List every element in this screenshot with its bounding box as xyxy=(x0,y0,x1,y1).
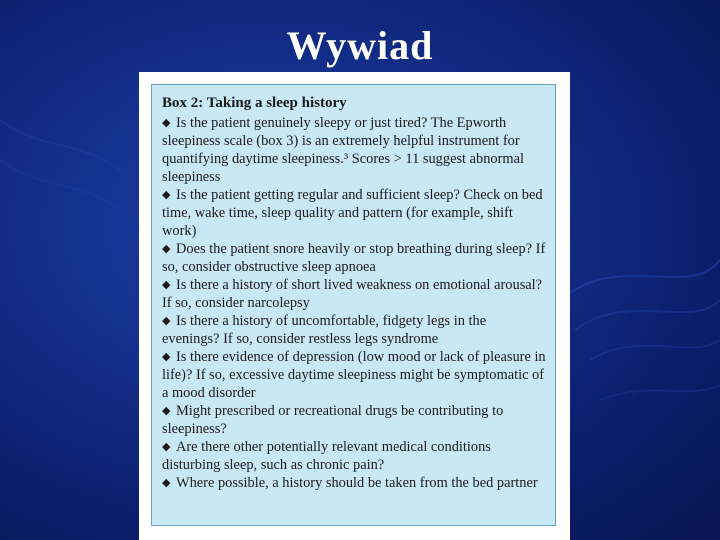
sleep-history-box xyxy=(151,84,556,526)
list-item-text: Is there evidence of depression (low mood or lack of pleasure in life)? If so, excessive daytime sleepiness might be symptomatic of a mood disorder xyxy=(162,349,546,401)
list-item xyxy=(162,276,547,312)
list-item-text: Is the patient genuinely sleepy or just tired? The Epworth sleepiness scale (box 3) is an extremely helpful instrument for quantifying daytime sleepiness.³ Scores > 11 suggest abnormal sleepiness xyxy=(162,115,524,185)
list-item xyxy=(162,438,547,474)
list-item-text: Where possible, a history should be taken from the bed partner xyxy=(176,475,538,491)
list-item xyxy=(162,474,547,492)
list-item-text: Are there other potentially relevant medical conditions disturbing sleep, such as chronic pain? xyxy=(162,439,491,473)
bullet-icon: ◆ xyxy=(162,117,171,129)
bullet-icon: ◆ xyxy=(162,405,171,417)
bullet-icon: ◆ xyxy=(162,441,171,453)
bullet-icon: ◆ xyxy=(162,189,171,201)
document-scan xyxy=(139,72,570,540)
list-item xyxy=(162,402,547,438)
list-item-text: Does the patient snore heavily or stop breathing during sleep? If so, consider obstructive sleep apnoea xyxy=(162,241,546,275)
box-title: Box 2: Taking a sleep history xyxy=(162,95,347,111)
bullet-icon: ◆ xyxy=(162,351,171,363)
list-item-text: Is there a history of uncomfortable, fidgety legs in the evenings? If so, consider restless legs syndrome xyxy=(162,313,487,347)
list-item xyxy=(162,114,547,186)
list-item xyxy=(162,312,547,348)
slide-title: Wywiad xyxy=(286,23,434,68)
list-item xyxy=(162,348,547,402)
list-item-text: Is the patient getting regular and sufficient sleep? Check on bed time, wake time, sleep quality and pattern (for example, shift work) xyxy=(162,187,543,239)
list-item xyxy=(162,186,547,240)
bullet-icon: ◆ xyxy=(162,477,171,489)
list-item xyxy=(162,240,547,276)
list-item-text: Is there a history of short lived weakness on emotional arousal? If so, consider narcolepsy xyxy=(162,277,543,311)
sleep-history-list xyxy=(162,114,547,492)
bullet-icon: ◆ xyxy=(162,315,171,327)
bullet-icon: ◆ xyxy=(162,279,171,291)
list-item-text: Might prescribed or recreational drugs be contributing to sleepiness? xyxy=(162,403,504,437)
bullet-icon: ◆ xyxy=(162,243,171,255)
